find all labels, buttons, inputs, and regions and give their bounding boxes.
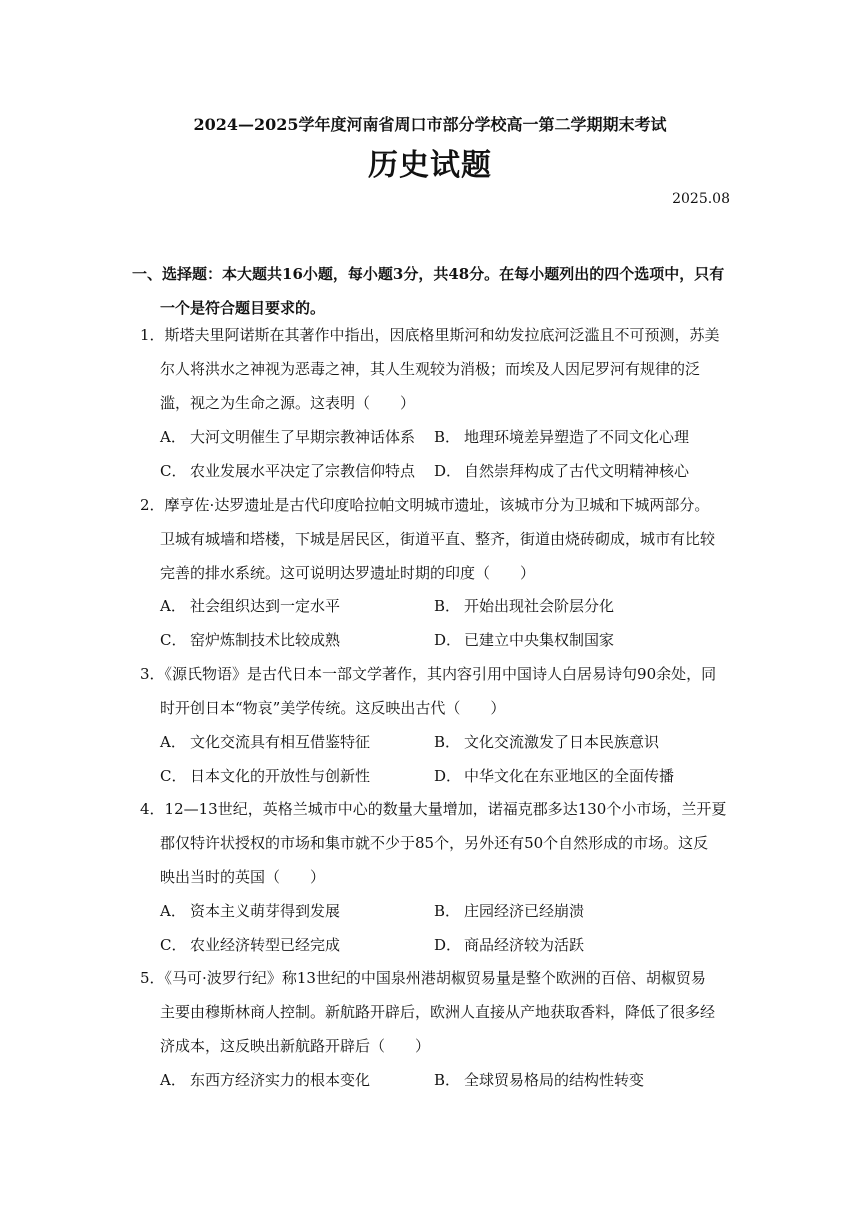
question-3-options bbox=[160, 725, 732, 793]
option-d[interactable]: D． 自然崇拜构成了古代文明精神核心 bbox=[434, 462, 690, 480]
question-text-line: 完善的排水系统。这可说明达罗遗址时期的印度（ ） bbox=[160, 564, 536, 582]
question-1 bbox=[140, 318, 732, 420]
option-c[interactable]: C． 农业发展水平决定了宗教信仰特点 bbox=[160, 462, 416, 480]
option-b[interactable]: B． 庄园经济已经崩溃 bbox=[434, 902, 585, 920]
question-3 bbox=[140, 657, 732, 725]
option-a[interactable]: A． 文化交流具有相互借鉴特征 bbox=[160, 733, 371, 751]
question-number: 2． bbox=[140, 496, 165, 514]
option-b[interactable]: B． 开始出现社会阶层分化 bbox=[434, 597, 615, 615]
option-b[interactable]: B． 地理环境差异塑造了不同文化心理 bbox=[434, 428, 690, 446]
option-b[interactable]: B． 文化交流激发了日本民族意识 bbox=[434, 733, 660, 751]
question-number: 3． bbox=[140, 665, 165, 683]
option-a[interactable]: A． 资本主义萌芽得到发展 bbox=[160, 902, 341, 920]
section-line-2: 一个是符合题目要求的。 bbox=[160, 299, 326, 317]
question-number: 5． bbox=[140, 969, 165, 987]
question-text-line: 济成本，这反映出新航路开辟后（ ） bbox=[160, 1037, 431, 1055]
question-5-options bbox=[160, 1063, 732, 1097]
option-c[interactable]: C． 农业经济转型已经完成 bbox=[160, 936, 341, 954]
question-1-options bbox=[160, 420, 732, 488]
question-text-line: 映出当时的英国（ ） bbox=[160, 868, 326, 886]
question-text-line: 卫城有城墙和塔楼，下城是居民区，街道平直、整齐，街道由烧砖砌成，城市有比较 bbox=[160, 530, 716, 548]
question-4-options bbox=[160, 894, 732, 962]
question-text-line: 滥，视之为生命之源。这表明（ ） bbox=[160, 394, 416, 412]
option-c[interactable]: C． 窑炉炼制技术比较成熟 bbox=[160, 631, 341, 649]
section-heading bbox=[132, 257, 732, 325]
question-text-line: 主要由穆斯林商人控制。新航路开辟后，欧洲人直接从产地获取香料，降低了很多经 bbox=[160, 1003, 716, 1021]
question-text-line: 《源氏物语》是古代日本一部文学著作，其内容引用中国诗人白居易诗句90余处，同 bbox=[164, 665, 717, 683]
section-line-1: 一、选择题：本大题共16小题，每小题3分，共48分。在每小题列出的四个选项中，只有 bbox=[132, 265, 725, 283]
option-d[interactable]: D． 中华文化在东亚地区的全面传播 bbox=[434, 767, 675, 785]
question-number: 4． bbox=[140, 800, 165, 818]
question-text-line: 斯塔夫里阿诺斯在其著作中指出，因底格里斯河和幼发拉底河泛滥且不可预测，苏美 bbox=[164, 326, 720, 344]
exam-header: 2024—2025学年度河南省周口市部分学校高一第二学期期末考试 bbox=[193, 115, 667, 134]
question-text-line: 郡仅特许状授权的市场和集市就不少于85个，另外还有50个自然形成的市场。这反 bbox=[160, 834, 709, 852]
question-text-line: 尔人将洪水之神视为恶毒之神，其人生观较为消极；而埃及人因尼罗河有规律的泛 bbox=[160, 360, 701, 378]
question-2 bbox=[140, 488, 732, 590]
question-text-line: 摩亨佐·达罗遗址是古代印度哈拉帕文明城市遗址，该城市分为卫城和下城两部分。 bbox=[164, 496, 710, 514]
option-c[interactable]: C． 日本文化的开放性与创新性 bbox=[160, 767, 371, 785]
question-2-options bbox=[160, 589, 732, 657]
option-d[interactable]: D． 已建立中央集权制国家 bbox=[434, 631, 615, 649]
option-a[interactable]: A． 大河文明催生了早期宗教神话体系 bbox=[160, 428, 416, 446]
exam-date: 2025.08 bbox=[672, 191, 730, 207]
option-d[interactable]: D． 商品经济较为活跃 bbox=[434, 936, 585, 954]
subject-title: 历史试题 bbox=[368, 148, 492, 183]
option-a[interactable]: A． 东西方经济实力的根本变化 bbox=[160, 1071, 371, 1089]
option-b[interactable]: B． 全球贸易格局的结构性转变 bbox=[434, 1071, 645, 1089]
question-text-line: 时开创日本“物哀”美学传统。这反映出古代（ ） bbox=[160, 699, 506, 717]
option-a[interactable]: A． 社会组织达到一定水平 bbox=[160, 597, 341, 615]
question-4 bbox=[140, 792, 732, 894]
question-text-line: 12—13世纪，英格兰城市中心的数量大量增加，诺福克郡多达130个小市场，兰开夏 bbox=[164, 800, 727, 818]
question-number: 1． bbox=[140, 326, 165, 344]
question-text-line: 《马可·波罗行纪》称13世纪的中国泉州港胡椒贸易量是整个欧洲的百倍、胡椒贸易 bbox=[164, 969, 706, 987]
question-5 bbox=[140, 961, 732, 1063]
